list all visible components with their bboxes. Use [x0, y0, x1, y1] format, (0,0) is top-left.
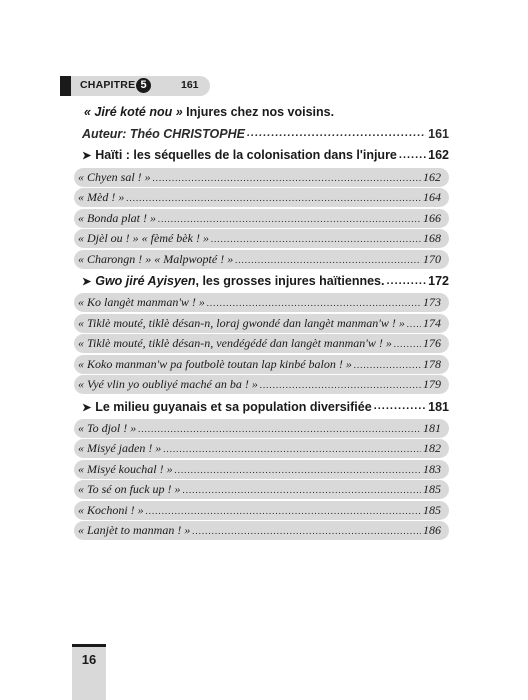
entry-title: « Kochoni ! »	[78, 502, 144, 517]
toc-entry	[74, 439, 449, 458]
leader-dots	[394, 340, 421, 349]
entry-page: 183	[423, 461, 441, 476]
entry-page: 164	[423, 190, 441, 205]
chapter-label: CHAPITRE	[80, 79, 136, 91]
footer-page-bar	[72, 644, 106, 647]
toc-entry	[74, 480, 449, 499]
toc-entry	[74, 229, 449, 248]
table-of-contents	[74, 101, 449, 542]
arrow-right-icon: ➤	[82, 150, 92, 163]
leader-dots	[374, 401, 426, 412]
arrow-right-icon: ➤	[82, 275, 92, 288]
section-title-rest: , les grosses injures haïtiennes.	[195, 273, 385, 288]
entry-title: « Charongn ! » « Malpwopté ! »	[78, 251, 234, 266]
toc-section-heading	[74, 396, 449, 418]
toc-entry	[74, 188, 449, 207]
intro-italic: « Jiré koté nou »	[84, 104, 183, 119]
toc-intro-line	[74, 101, 449, 123]
entry-page: 185	[423, 482, 441, 497]
entry-page: 173	[423, 295, 441, 310]
toc-entry	[74, 168, 449, 187]
toc-entry	[74, 209, 449, 228]
entry-title: « Djèl ou ! » « fèmé bèk ! »	[78, 231, 209, 246]
toc-entry	[74, 314, 449, 333]
entry-title: « Misyé kouchal ! »	[78, 461, 173, 476]
leader-dots	[235, 256, 421, 265]
chapter-page: 161	[181, 79, 199, 91]
leader-dots	[407, 320, 421, 329]
entry-page: 186	[423, 523, 441, 538]
entry-title: « To djol ! »	[78, 420, 137, 435]
leader-dots	[183, 486, 421, 495]
toc-entry	[74, 501, 449, 520]
entry-title: « Vyé vlin yo oubliyé maché an ba ! »	[78, 377, 258, 392]
toc-entry	[74, 250, 449, 269]
section-page: 172	[428, 273, 449, 288]
entry-page: 174	[423, 315, 441, 330]
entry-title: « Misyé jaden ! »	[78, 441, 162, 456]
entry-page: 178	[423, 356, 441, 371]
footer-page-number: 16	[81, 652, 97, 667]
entry-title: « Lanjèt to manman ! »	[78, 523, 191, 538]
leader-dots	[399, 150, 426, 161]
leader-dots	[175, 466, 421, 475]
toc-entry	[74, 334, 449, 353]
toc-entry	[74, 460, 449, 479]
entry-title: « Koko manman'w pa foutbolè toutan lap kinbé balon ! »	[78, 356, 352, 371]
chapter-number-badge: 5	[136, 78, 151, 93]
toc-author-line	[74, 123, 449, 145]
toc-entry	[74, 419, 449, 438]
leader-dots	[163, 445, 421, 454]
leader-dots	[138, 425, 421, 434]
entry-title: « To sé on fuck up ! »	[78, 482, 181, 497]
leader-dots	[247, 128, 426, 139]
chapter-header-bar	[60, 76, 71, 96]
toc-entry	[74, 293, 449, 312]
entry-page: 170	[423, 251, 441, 266]
leader-dots	[211, 235, 421, 244]
toc-entry	[74, 355, 449, 374]
leader-dots	[126, 194, 421, 203]
toc-entry	[74, 375, 449, 394]
section-title: Le milieu guyanais et sa population diversifiée	[95, 399, 372, 414]
toc-section-heading	[74, 144, 449, 166]
entry-page: 166	[423, 210, 441, 225]
leader-dots	[153, 174, 421, 183]
leader-dots	[192, 527, 421, 536]
leader-dots	[354, 361, 421, 370]
entry-page: 181	[423, 420, 441, 435]
entry-page: 185	[423, 502, 441, 517]
entry-page: 176	[423, 336, 441, 351]
entry-title: « Mèd ! »	[78, 190, 125, 205]
section-page: 162	[428, 148, 449, 163]
toc-section-heading	[74, 270, 449, 292]
arrow-right-icon: ➤	[82, 401, 92, 414]
leader-dots	[207, 299, 421, 308]
author-page: 161	[428, 126, 449, 141]
entry-title: « Tiklè mouté, tiklè désan-n, vendégédé dan langèt manman'w ! »	[78, 336, 392, 351]
leader-dots	[146, 507, 421, 516]
intro-rest: Injures chez nos voisins.	[182, 104, 335, 119]
entry-page: 182	[423, 441, 441, 456]
leader-dots	[158, 215, 421, 224]
author-name: Auteur: Théo CHRISTOPHE	[82, 126, 245, 141]
entry-title: « Chyen sal ! »	[78, 169, 151, 184]
entry-title: « Bonda plat ! »	[78, 210, 156, 225]
toc-entry	[74, 521, 449, 540]
section-title: Haïti : les séquelles de la colonisation dans l'injure	[95, 148, 397, 163]
entry-title: « Ko langèt manman'w ! »	[78, 295, 205, 310]
entry-page: 168	[423, 231, 441, 246]
entry-page: 179	[423, 377, 441, 392]
entry-title: « Tiklè mouté, tiklè désan-n, loraj gwondé dan langèt manman'w ! »	[78, 315, 405, 330]
section-title-italic: Gwo jiré Ayisyen	[95, 273, 196, 288]
leader-dots	[260, 381, 421, 390]
section-page: 181	[428, 399, 449, 414]
entry-page: 162	[423, 169, 441, 184]
leader-dots	[386, 276, 426, 287]
